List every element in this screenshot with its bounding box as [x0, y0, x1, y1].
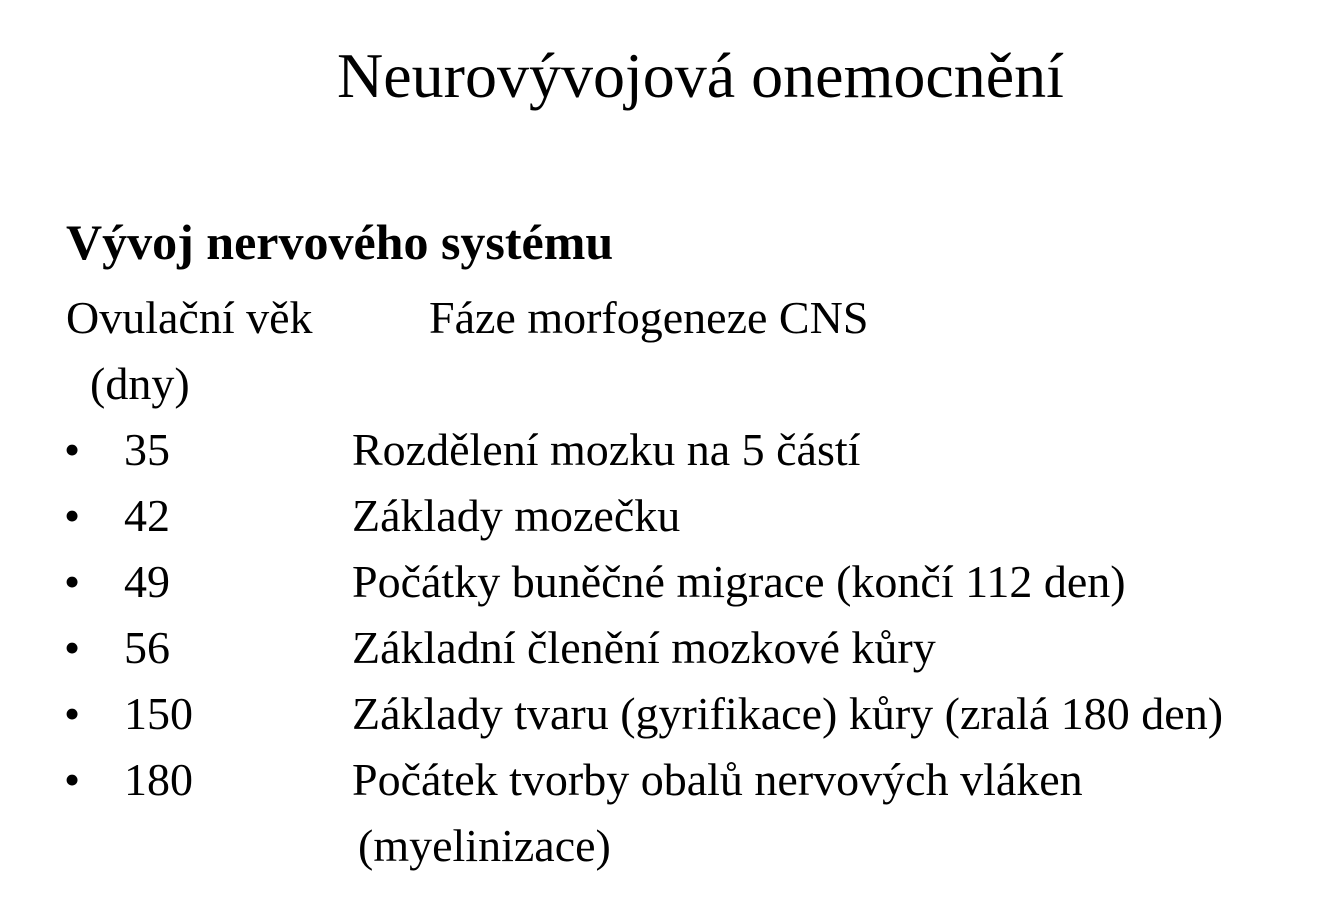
bullet-icon: • — [64, 490, 81, 541]
column-header-age-unit: (dny) — [90, 358, 190, 409]
day-value: 35 — [124, 424, 170, 475]
development-list — [0, 422, 1343, 871]
list-item — [0, 686, 1343, 752]
phase-text: Rozdělení mozku na 5 částí — [352, 424, 861, 475]
phase-text-continuation: (myelinizace) — [358, 820, 611, 871]
list-item — [0, 752, 1343, 871]
bullet-icon: • — [64, 556, 81, 607]
phase-text: Základy tvaru (gyrifikace) kůry (zralá 180 den) — [352, 688, 1224, 739]
phase-text: Základy mozečku — [352, 490, 681, 541]
list-item — [0, 554, 1343, 620]
phase-text: Základní členění mozkové kůry — [352, 622, 936, 673]
column-header-phase: Fáze morfogeneze CNS — [429, 292, 869, 343]
bullet-icon: • — [64, 754, 81, 805]
phase-text: Počátky buněčné migrace (končí 112 den) — [352, 556, 1126, 607]
section-heading: Vývoj nervového systému — [66, 214, 614, 270]
day-value: 49 — [124, 556, 170, 607]
column-header-age: Ovulační věk — [66, 292, 313, 343]
day-value: 56 — [124, 622, 170, 673]
day-value: 180 — [124, 754, 193, 805]
bullet-icon: • — [64, 622, 81, 673]
list-item — [0, 620, 1343, 686]
day-value: 42 — [124, 490, 170, 541]
list-item — [0, 422, 1343, 488]
list-item — [0, 488, 1343, 554]
bullet-icon: • — [64, 424, 81, 475]
bullet-icon: • — [64, 688, 81, 739]
phase-text: Počátek tvorby obalů nervových vláken — [352, 754, 1083, 805]
day-value: 150 — [124, 688, 193, 739]
slide-title: Neurovývojová onemocnění — [337, 40, 1064, 111]
